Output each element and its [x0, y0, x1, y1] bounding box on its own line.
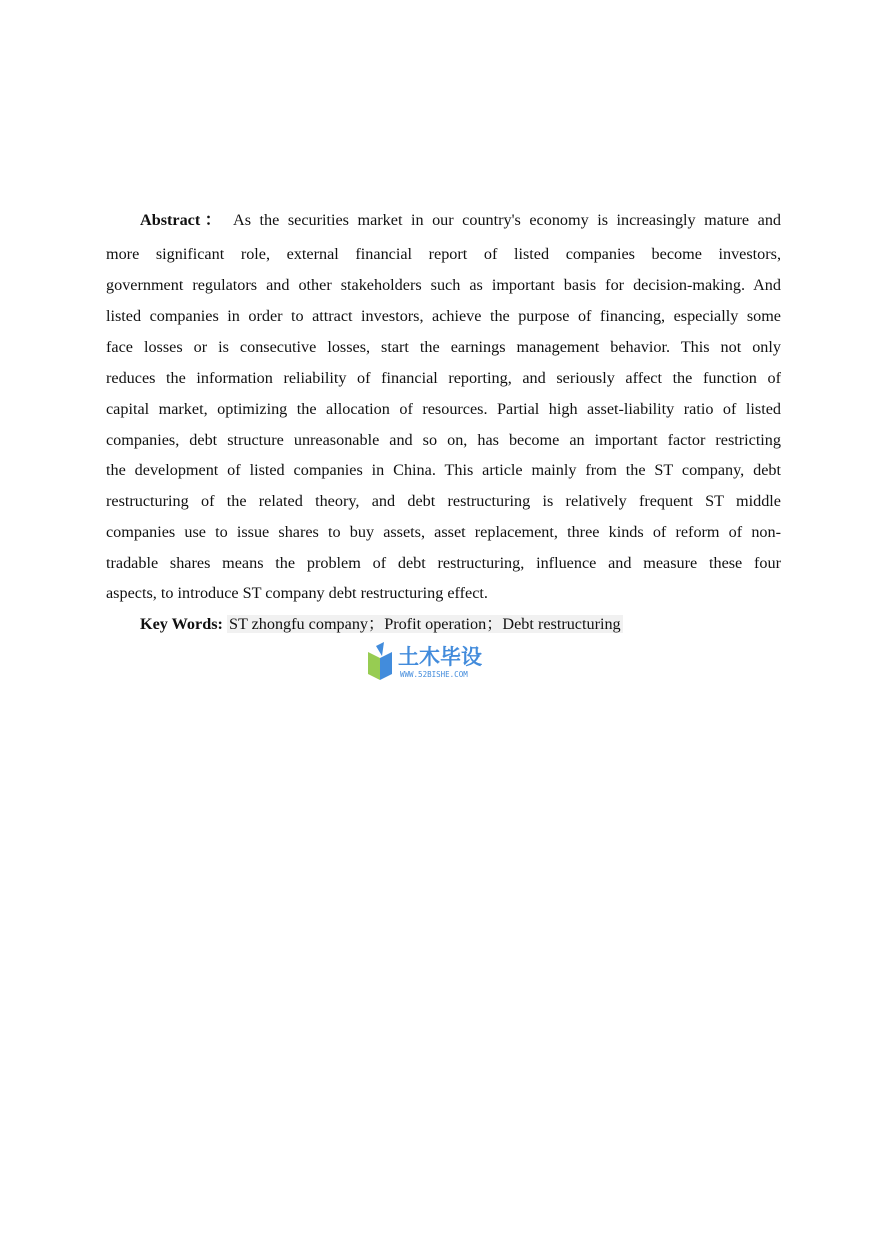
abstract-line: government regulators and other stakeholders such as important basis for decision-making. And [106, 276, 781, 294]
watermark-logo [366, 642, 526, 682]
abstract-line: companies, debt structure unreasonable and so on, has become an important factor restricting [106, 431, 781, 449]
watermark-url: WWW.52BISHE.COM [400, 670, 468, 679]
abstract-line: restructuring of the related theory, and debt restructuring is relatively frequent ST middle [106, 492, 781, 510]
abstract-line: aspects, to introduce ST company debt restructuring effect. [106, 584, 488, 602]
abstract-line: the development of listed companies in China. This article mainly from the ST company, debt [106, 461, 781, 479]
abstract-line: companies use to issue shares to buy assets, asset replacement, three kinds of reform of non- [106, 523, 781, 541]
abstract-text: As the securities market in our country's economy is increasingly mature and [233, 211, 782, 229]
watermark-book-left-icon [368, 652, 380, 680]
watermark-book-right-icon [380, 652, 392, 680]
keywords-label: Key Words: [140, 615, 223, 633]
keywords [140, 614, 623, 634]
abstract-line: tradable shares means the problem of debt restructuring, influence and measure these four [106, 554, 781, 572]
abstract-line: capital market, optimizing the allocation of resources. Partial high asset-liability ratio of listed [106, 400, 781, 418]
abstract-label: Abstract： [140, 211, 226, 229]
abstract-line: listed companies in order to attract investors, achieve the purpose of financing, especially some [106, 307, 781, 325]
abstract-line: more significant role, external financial report of listed companies become investors, [106, 245, 781, 263]
abstract-line [140, 210, 781, 230]
abstract-line: face losses or is consecutive losses, start the earnings management behavior. This not only [106, 338, 781, 356]
watermark-title: 土木毕设 [398, 645, 482, 669]
abstract-line: reduces the information reliability of financial reporting, and seriously affect the function of [106, 369, 781, 387]
watermark-flag-icon [376, 642, 384, 656]
keywords-value: ST zhongfu company；Profit operation；Debt restructuring [228, 615, 621, 633]
